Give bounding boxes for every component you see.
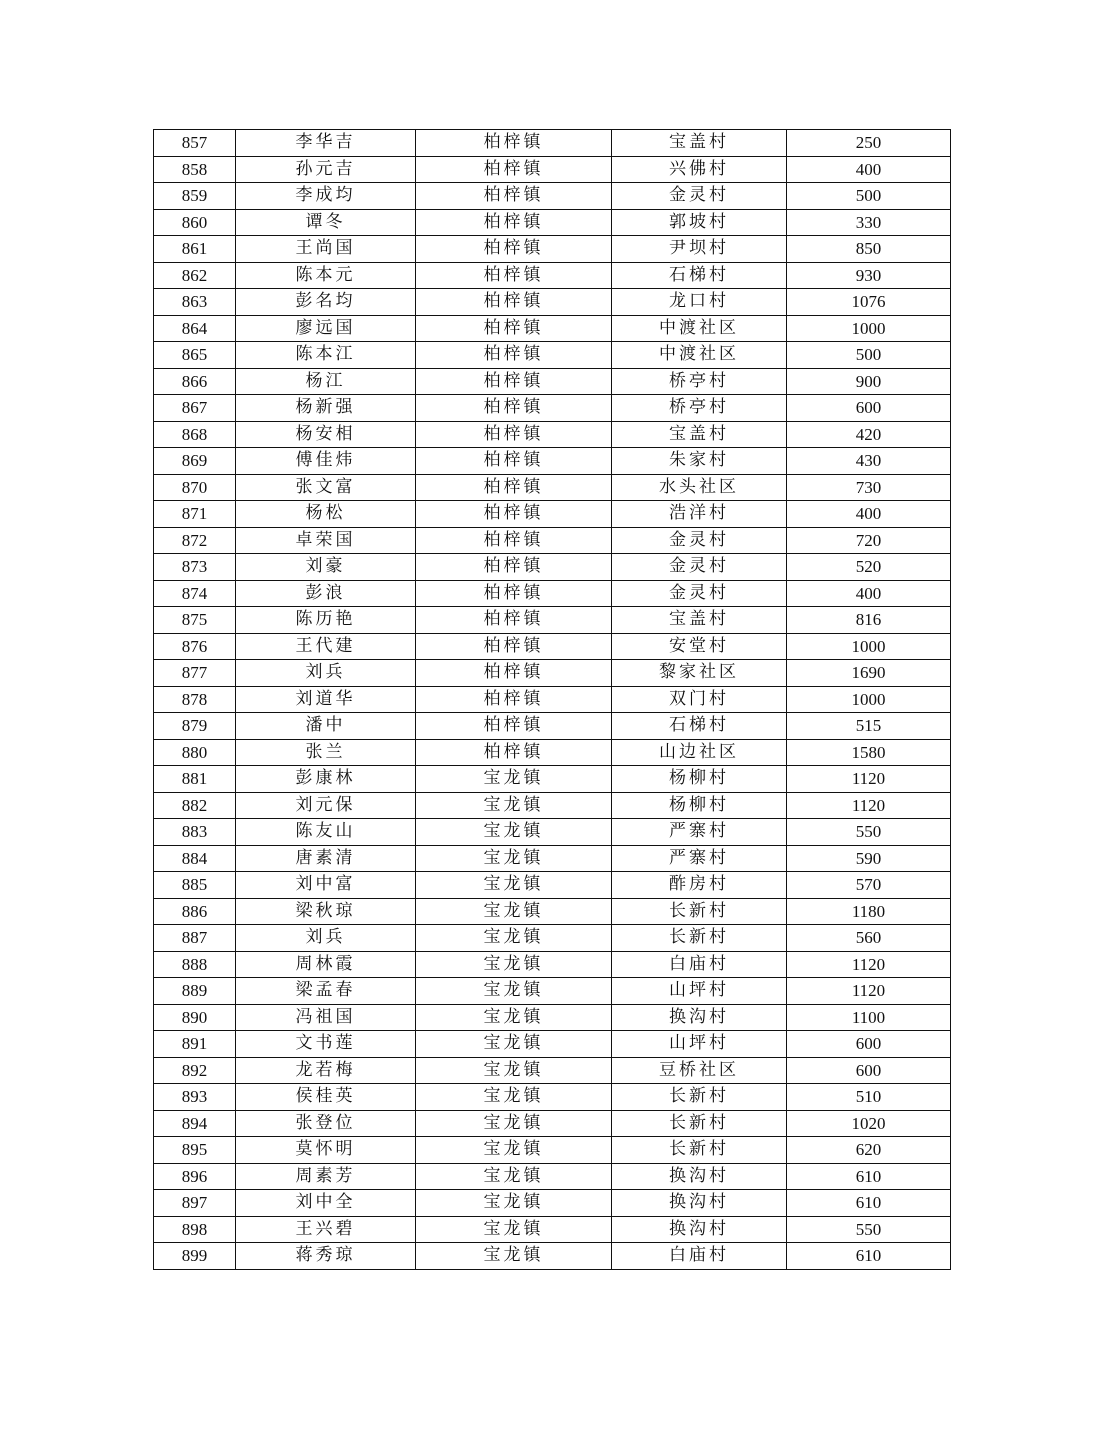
table-row [154,315,951,342]
amount-cell: 600 [787,395,951,422]
amount-cell: 730 [787,474,951,501]
table-row [154,1004,951,1031]
amount-cell: 590 [787,845,951,872]
name-cell: 陈本江 [236,342,416,369]
table-row [154,607,951,634]
row-number-cell: 873 [154,554,236,581]
village-cell: 石梯村 [612,262,787,289]
town-cell: 宝龙镇 [416,819,612,846]
amount-cell: 515 [787,713,951,740]
amount-cell: 1100 [787,1004,951,1031]
name-cell: 张登位 [236,1110,416,1137]
amount-cell: 400 [787,501,951,528]
name-cell: 陈友山 [236,819,416,846]
village-cell: 杨柳村 [612,792,787,819]
village-cell: 安堂村 [612,633,787,660]
amount-cell: 1120 [787,766,951,793]
village-cell: 换沟村 [612,1216,787,1243]
town-cell: 柏梓镇 [416,236,612,263]
village-cell: 金灵村 [612,554,787,581]
amount-cell: 720 [787,527,951,554]
amount-cell: 500 [787,342,951,369]
town-cell: 宝龙镇 [416,766,612,793]
town-cell: 宝龙镇 [416,792,612,819]
town-cell: 宝龙镇 [416,1190,612,1217]
row-number-cell: 894 [154,1110,236,1137]
amount-cell: 1120 [787,978,951,1005]
table-row [154,395,951,422]
village-cell: 严寨村 [612,819,787,846]
amount-cell: 850 [787,236,951,263]
amount-cell: 400 [787,580,951,607]
table-row [154,1163,951,1190]
name-cell: 王代建 [236,633,416,660]
name-cell: 潘中 [236,713,416,740]
town-cell: 柏梓镇 [416,660,612,687]
town-cell: 宝龙镇 [416,925,612,952]
row-number-cell: 862 [154,262,236,289]
row-number-cell: 892 [154,1057,236,1084]
name-cell: 张兰 [236,739,416,766]
table-row [154,792,951,819]
amount-cell: 620 [787,1137,951,1164]
village-cell: 朱家村 [612,448,787,475]
name-cell: 刘中全 [236,1190,416,1217]
row-number-cell: 867 [154,395,236,422]
row-number-cell: 860 [154,209,236,236]
town-cell: 柏梓镇 [416,554,612,581]
town-cell: 宝龙镇 [416,978,612,1005]
table-row [154,342,951,369]
town-cell: 柏梓镇 [416,501,612,528]
row-number-cell: 896 [154,1163,236,1190]
town-cell: 柏梓镇 [416,686,612,713]
table-row [154,1243,951,1270]
table-row [154,156,951,183]
town-cell: 柏梓镇 [416,713,612,740]
table-row [154,1084,951,1111]
table-row [154,1137,951,1164]
town-cell: 柏梓镇 [416,633,612,660]
row-number-cell: 895 [154,1137,236,1164]
name-cell: 梁秋琼 [236,898,416,925]
amount-cell: 816 [787,607,951,634]
town-cell: 柏梓镇 [416,262,612,289]
amount-cell: 520 [787,554,951,581]
row-number-cell: 871 [154,501,236,528]
town-cell: 柏梓镇 [416,183,612,210]
village-cell: 浩洋村 [612,501,787,528]
table-row [154,660,951,687]
name-cell: 杨松 [236,501,416,528]
table-row [154,1057,951,1084]
amount-cell: 610 [787,1243,951,1270]
row-number-cell: 858 [154,156,236,183]
name-cell: 王尚国 [236,236,416,263]
village-cell: 桥亭村 [612,395,787,422]
name-cell: 刘兵 [236,660,416,687]
data-table [153,129,951,1270]
town-cell: 宝龙镇 [416,1057,612,1084]
town-cell: 柏梓镇 [416,289,612,316]
town-cell: 宝龙镇 [416,898,612,925]
name-cell: 傅佳炜 [236,448,416,475]
name-cell: 刘道华 [236,686,416,713]
town-cell: 宝龙镇 [416,951,612,978]
table-row [154,554,951,581]
name-cell: 侯桂英 [236,1084,416,1111]
town-cell: 柏梓镇 [416,315,612,342]
row-number-cell: 881 [154,766,236,793]
table-row [154,368,951,395]
name-cell: 杨安相 [236,421,416,448]
row-number-cell: 878 [154,686,236,713]
row-number-cell: 898 [154,1216,236,1243]
name-cell: 文书莲 [236,1031,416,1058]
name-cell: 王兴碧 [236,1216,416,1243]
amount-cell: 600 [787,1031,951,1058]
village-cell: 中渡社区 [612,342,787,369]
name-cell: 刘中富 [236,872,416,899]
village-cell: 山坪村 [612,978,787,1005]
amount-cell: 420 [787,421,951,448]
amount-cell: 1690 [787,660,951,687]
table-row [154,421,951,448]
table-row [154,1110,951,1137]
village-cell: 尹坝村 [612,236,787,263]
row-number-cell: 889 [154,978,236,1005]
village-cell: 换沟村 [612,1004,787,1031]
name-cell: 梁孟春 [236,978,416,1005]
name-cell: 卓荣国 [236,527,416,554]
town-cell: 宝龙镇 [416,1110,612,1137]
name-cell: 陈本元 [236,262,416,289]
amount-cell: 1180 [787,898,951,925]
name-cell: 彭名均 [236,289,416,316]
town-cell: 宝龙镇 [416,845,612,872]
table-row [154,845,951,872]
amount-cell: 1120 [787,951,951,978]
table-row [154,527,951,554]
village-cell: 双门村 [612,686,787,713]
amount-cell: 930 [787,262,951,289]
row-number-cell: 857 [154,130,236,157]
amount-cell: 500 [787,183,951,210]
village-cell: 中渡社区 [612,315,787,342]
town-cell: 柏梓镇 [416,209,612,236]
amount-cell: 1076 [787,289,951,316]
village-cell: 长新村 [612,898,787,925]
name-cell: 廖远国 [236,315,416,342]
table-row [154,686,951,713]
name-cell: 李华吉 [236,130,416,157]
village-cell: 长新村 [612,1137,787,1164]
village-cell: 严寨村 [612,845,787,872]
row-number-cell: 865 [154,342,236,369]
village-cell: 换沟村 [612,1190,787,1217]
village-cell: 杨柳村 [612,766,787,793]
name-cell: 杨江 [236,368,416,395]
village-cell: 白庙村 [612,951,787,978]
amount-cell: 1000 [787,633,951,660]
row-number-cell: 884 [154,845,236,872]
amount-cell: 550 [787,1216,951,1243]
amount-cell: 600 [787,1057,951,1084]
amount-cell: 430 [787,448,951,475]
row-number-cell: 872 [154,527,236,554]
table-row [154,925,951,952]
name-cell: 李成均 [236,183,416,210]
town-cell: 柏梓镇 [416,156,612,183]
row-number-cell: 866 [154,368,236,395]
row-number-cell: 882 [154,792,236,819]
table-row [154,289,951,316]
table-row [154,580,951,607]
row-number-cell: 885 [154,872,236,899]
row-number-cell: 887 [154,925,236,952]
town-cell: 宝龙镇 [416,1084,612,1111]
town-cell: 宝龙镇 [416,1163,612,1190]
name-cell: 彭浪 [236,580,416,607]
row-number-cell: 875 [154,607,236,634]
village-cell: 山坪村 [612,1031,787,1058]
row-number-cell: 861 [154,236,236,263]
name-cell: 周林霞 [236,951,416,978]
village-cell: 水头社区 [612,474,787,501]
row-number-cell: 879 [154,713,236,740]
town-cell: 柏梓镇 [416,527,612,554]
name-cell: 龙若梅 [236,1057,416,1084]
table-row [154,951,951,978]
amount-cell: 330 [787,209,951,236]
name-cell: 冯祖国 [236,1004,416,1031]
table-row [154,130,951,157]
village-cell: 长新村 [612,1110,787,1137]
row-number-cell: 899 [154,1243,236,1270]
name-cell: 刘元保 [236,792,416,819]
town-cell: 宝龙镇 [416,1031,612,1058]
table-row [154,819,951,846]
table-row [154,1190,951,1217]
table-row [154,766,951,793]
amount-cell: 510 [787,1084,951,1111]
amount-cell: 400 [787,156,951,183]
village-cell: 换沟村 [612,1163,787,1190]
village-cell: 兴佛村 [612,156,787,183]
town-cell: 宝龙镇 [416,1243,612,1270]
row-number-cell: 864 [154,315,236,342]
village-cell: 白庙村 [612,1243,787,1270]
name-cell: 唐素清 [236,845,416,872]
row-number-cell: 888 [154,951,236,978]
row-number-cell: 880 [154,739,236,766]
village-cell: 宝盖村 [612,607,787,634]
amount-cell: 550 [787,819,951,846]
row-number-cell: 868 [154,421,236,448]
town-cell: 柏梓镇 [416,448,612,475]
village-cell: 金灵村 [612,580,787,607]
village-cell: 龙口村 [612,289,787,316]
table-row [154,978,951,1005]
village-cell: 黎家社区 [612,660,787,687]
table-row [154,872,951,899]
amount-cell: 1000 [787,315,951,342]
village-cell: 山边社区 [612,739,787,766]
village-cell: 豆桥社区 [612,1057,787,1084]
amount-cell: 610 [787,1190,951,1217]
amount-cell: 900 [787,368,951,395]
row-number-cell: 869 [154,448,236,475]
town-cell: 柏梓镇 [416,130,612,157]
town-cell: 宝龙镇 [416,1004,612,1031]
table-row [154,713,951,740]
village-cell: 长新村 [612,925,787,952]
row-number-cell: 870 [154,474,236,501]
town-cell: 柏梓镇 [416,580,612,607]
village-cell: 金灵村 [612,183,787,210]
amount-cell: 1020 [787,1110,951,1137]
row-number-cell: 874 [154,580,236,607]
town-cell: 柏梓镇 [416,395,612,422]
village-cell: 石梯村 [612,713,787,740]
amount-cell: 1120 [787,792,951,819]
town-cell: 柏梓镇 [416,739,612,766]
table-row [154,898,951,925]
row-number-cell: 859 [154,183,236,210]
town-cell: 柏梓镇 [416,368,612,395]
table-body [154,130,951,1270]
town-cell: 柏梓镇 [416,607,612,634]
village-cell: 宝盖村 [612,130,787,157]
town-cell: 柏梓镇 [416,421,612,448]
table-row [154,209,951,236]
table-row [154,501,951,528]
town-cell: 柏梓镇 [416,342,612,369]
name-cell: 周素芳 [236,1163,416,1190]
row-number-cell: 876 [154,633,236,660]
table-row [154,236,951,263]
row-number-cell: 877 [154,660,236,687]
table-row [154,1216,951,1243]
name-cell: 蒋秀琼 [236,1243,416,1270]
table-row [154,1031,951,1058]
village-cell: 金灵村 [612,527,787,554]
row-number-cell: 897 [154,1190,236,1217]
amount-cell: 560 [787,925,951,952]
row-number-cell: 890 [154,1004,236,1031]
row-number-cell: 893 [154,1084,236,1111]
town-cell: 宝龙镇 [416,872,612,899]
table-row [154,739,951,766]
table-row [154,633,951,660]
amount-cell: 570 [787,872,951,899]
name-cell: 孙元吉 [236,156,416,183]
name-cell: 刘豪 [236,554,416,581]
name-cell: 彭康林 [236,766,416,793]
town-cell: 宝龙镇 [416,1137,612,1164]
village-cell: 长新村 [612,1084,787,1111]
amount-cell: 1580 [787,739,951,766]
town-cell: 宝龙镇 [416,1216,612,1243]
table-row [154,262,951,289]
amount-cell: 1000 [787,686,951,713]
amount-cell: 610 [787,1163,951,1190]
table-row [154,474,951,501]
row-number-cell: 883 [154,819,236,846]
village-cell: 宝盖村 [612,421,787,448]
table-row [154,183,951,210]
table-row [154,448,951,475]
name-cell: 张文富 [236,474,416,501]
row-number-cell: 886 [154,898,236,925]
village-cell: 郭坡村 [612,209,787,236]
row-number-cell: 863 [154,289,236,316]
name-cell: 莫怀明 [236,1137,416,1164]
amount-cell: 250 [787,130,951,157]
village-cell: 桥亭村 [612,368,787,395]
name-cell: 谭冬 [236,209,416,236]
row-number-cell: 891 [154,1031,236,1058]
village-cell: 酢房村 [612,872,787,899]
name-cell: 陈历艳 [236,607,416,634]
name-cell: 杨新强 [236,395,416,422]
name-cell: 刘兵 [236,925,416,952]
town-cell: 柏梓镇 [416,474,612,501]
